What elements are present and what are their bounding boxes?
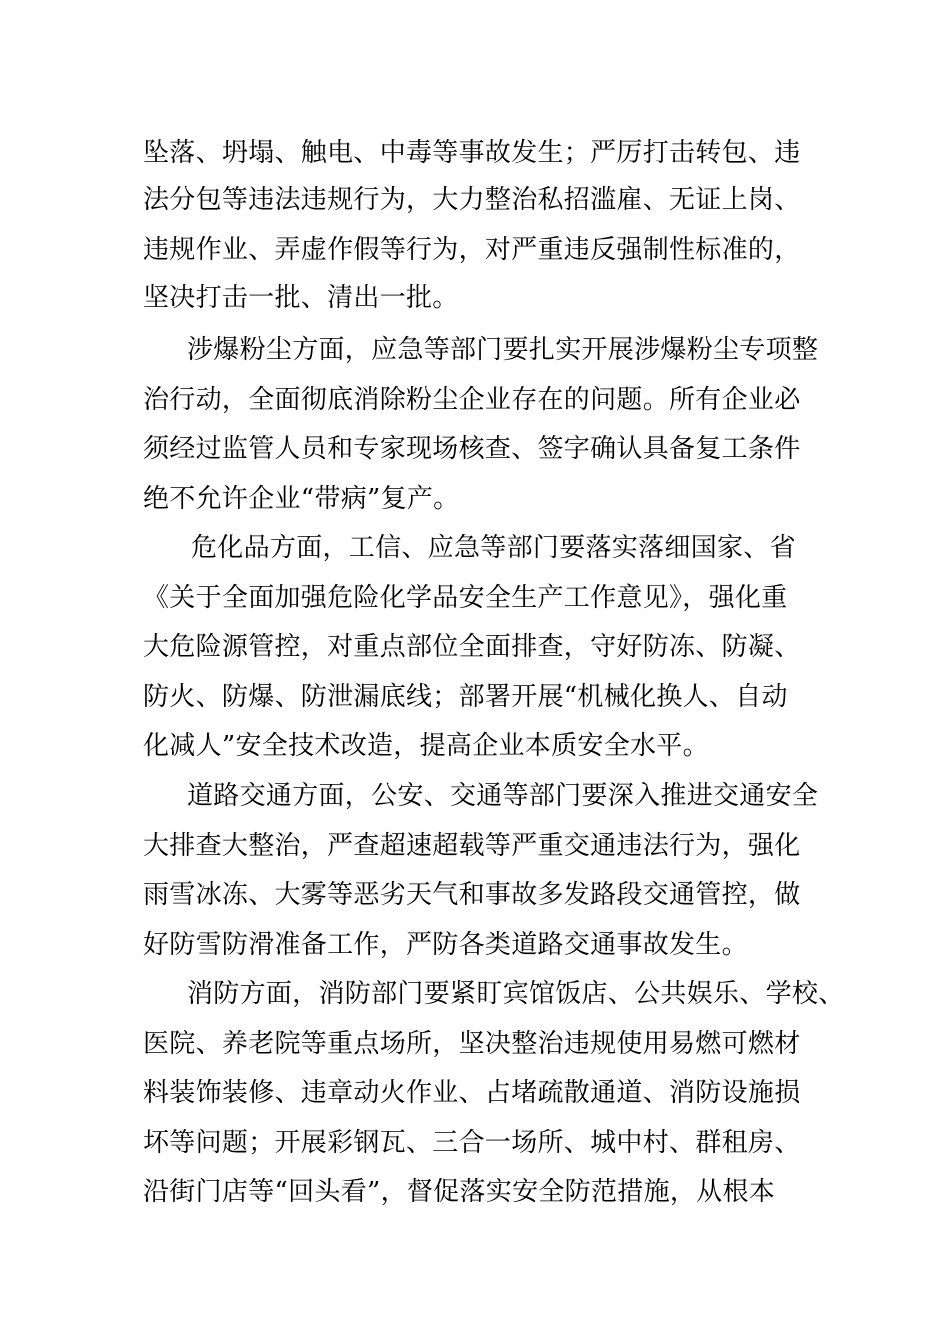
text-line: 大危险源管控，对重点部位全面排查，守好防冻、防凝、 xyxy=(143,632,801,662)
text-line: 化减人”安全技术改造，提高企业本质安全水平。 xyxy=(143,731,709,761)
text-line: 绝不允许企业“带病”复产。 xyxy=(143,484,460,514)
text-line: 坚决打击一批、清出一批。 xyxy=(143,283,459,313)
text-line: 危化品方面，工信、应急等部门要落实落细国家、省 xyxy=(191,533,796,563)
text-line: 好防雪防滑准备工作，严防各类道路交通事故发生。 xyxy=(143,930,748,960)
text-line: 涉爆粉尘方面，应急等部门要扎实开展涉爆粉尘专项整 xyxy=(187,335,819,365)
text-line: 坠落、坍塌、触电、中毒等事故发生；严厉打击转包、违 xyxy=(143,138,801,168)
text-line: 大排查大整治，严查超速超载等严重交通违法行为，强化 xyxy=(143,831,801,861)
text-line: 违规作业、弄虚作假等行为，对严重违反强制性标准的， xyxy=(143,235,801,265)
text-line: 防火、防爆、防泄漏底线；部署开展“机械化换人、自动 xyxy=(143,682,788,712)
text-line: 雨雪冰冻、大雾等恶劣天气和事故多发路段交通管控，做 xyxy=(143,880,801,910)
text-line: 消防方面，消防部门要紧盯宾馆饭店、公共娱乐、学校、 xyxy=(187,979,845,1009)
text-line: 《关于全面加强危险化学品安全生产工作意见》，强化重 xyxy=(143,583,788,613)
text-line: 法分包等违法违规行为，大力整治私招滥雇、无证上岗、 xyxy=(143,185,801,215)
text-line: 沿街门店等“回头看”，督促落实安全防范措施，从根本 xyxy=(143,1177,776,1207)
text-line: 治行动，全面彻底消除粉尘企业存在的问题。所有企业必 xyxy=(143,385,801,415)
text-line: 坏等问题；开展彩钢瓦、三合一场所、城中村、群租房、 xyxy=(143,1128,801,1158)
text-line: 医院、养老院等重点场所，坚决整治违规使用易燃可燃材 xyxy=(143,1029,801,1059)
text-line: 料装饰装修、违章动火作业、占堵疏散通道、消防设施损 xyxy=(143,1078,801,1108)
text-line: 道路交通方面，公安、交通等部门要深入推进交通安全 xyxy=(187,781,819,811)
text-line: 须经过监管人员和专家现场核查、签字确认具备复工条件 xyxy=(143,434,801,464)
